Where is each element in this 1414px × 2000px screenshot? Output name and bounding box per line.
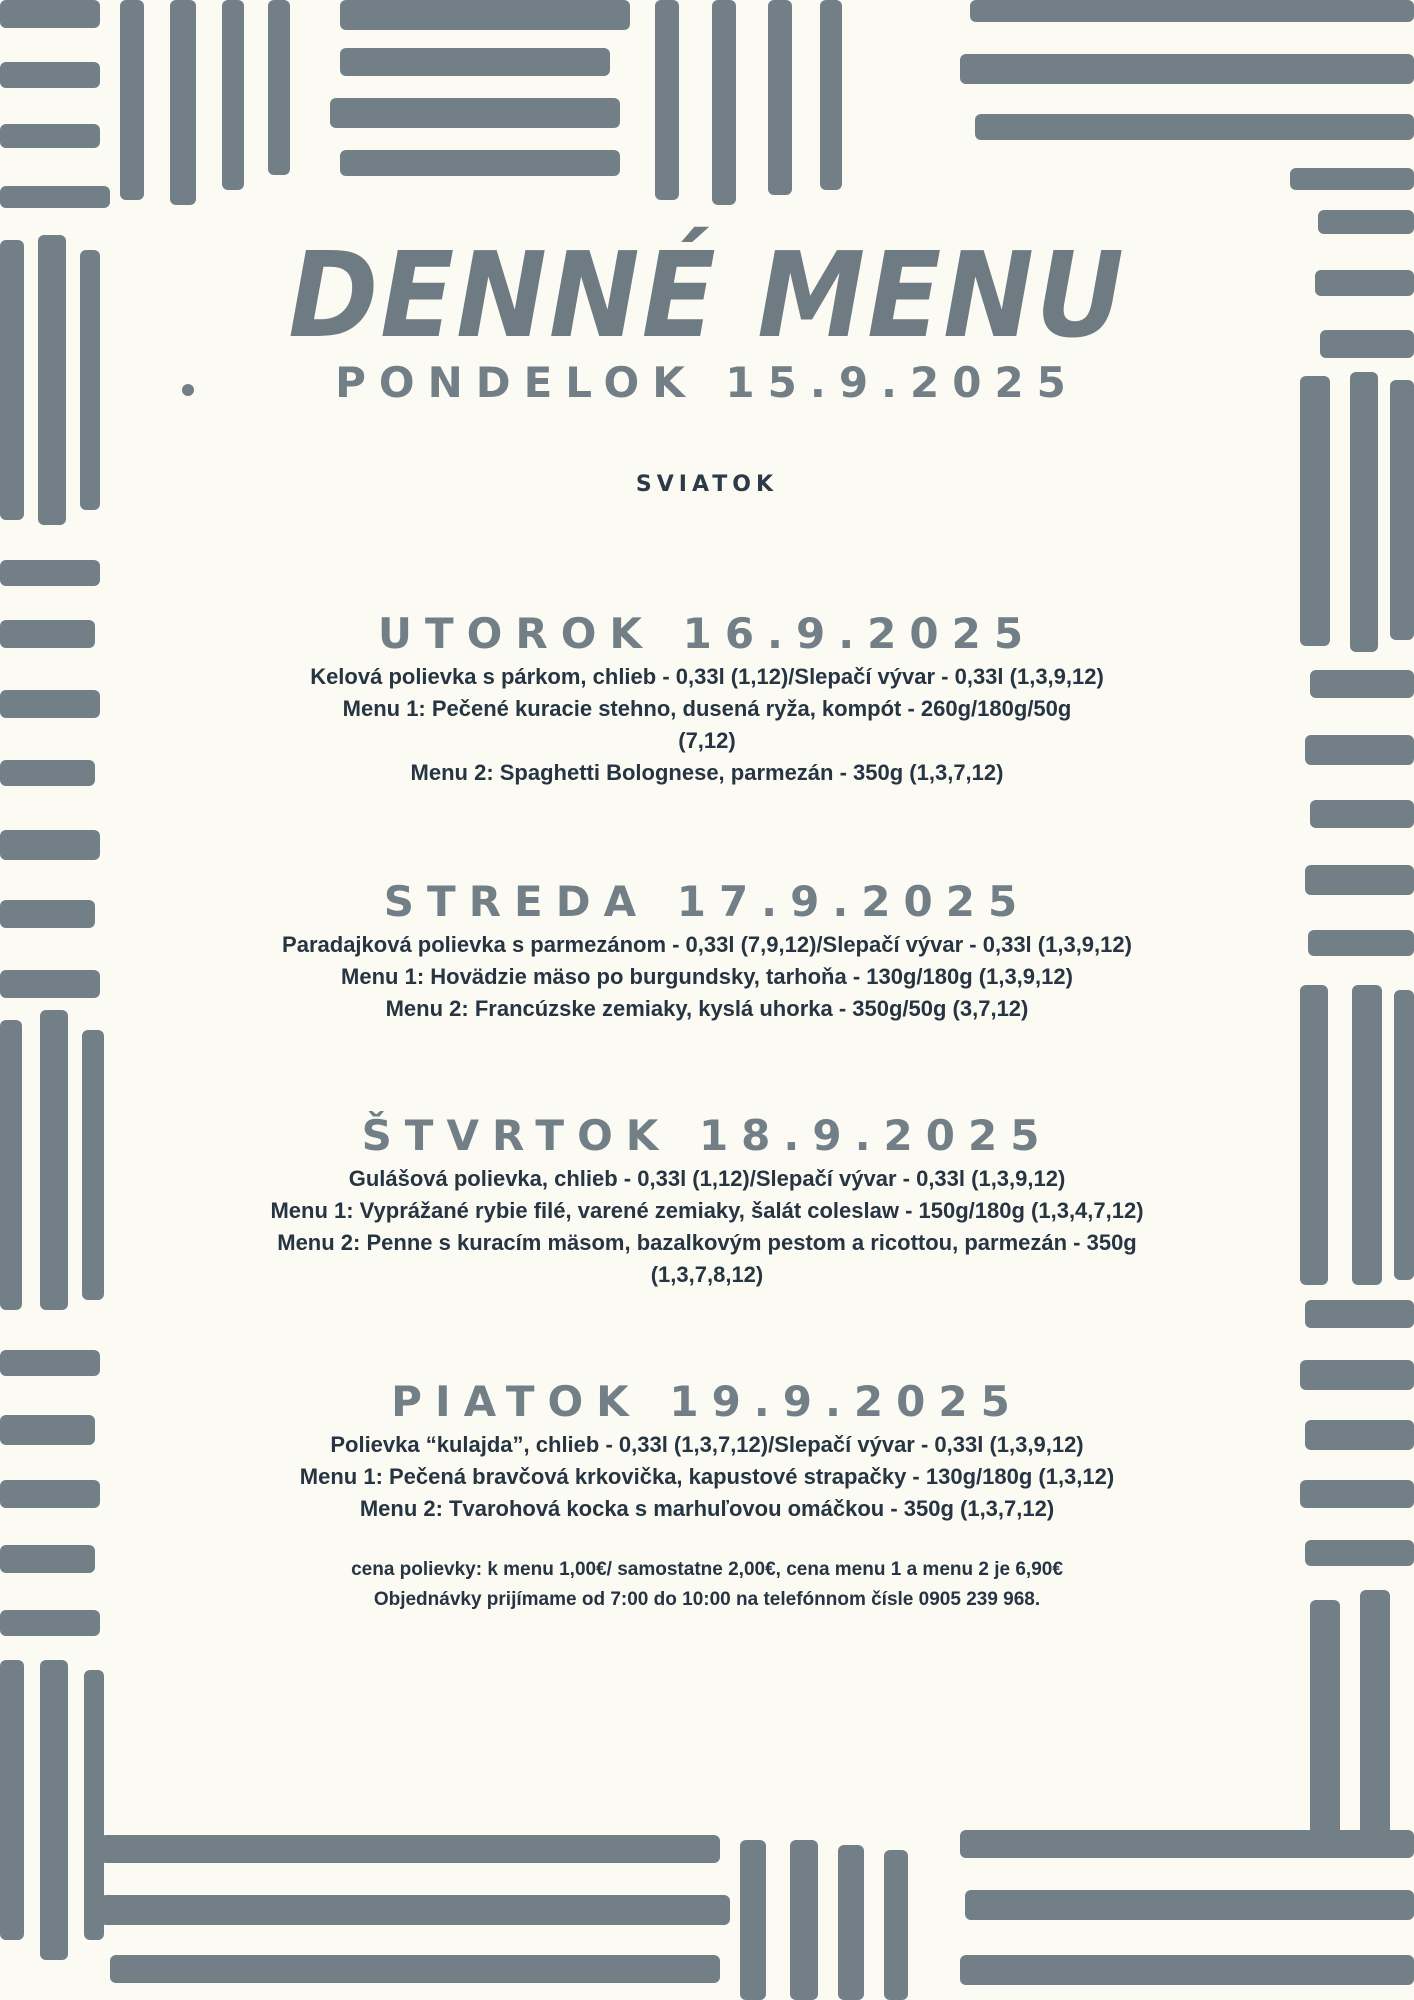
holiday-note: SVIATOK: [635, 472, 779, 497]
day-block-tuesday: [110, 607, 1304, 789]
menu-line: Menu 1: Pečené kuracie stehno, dusená ryža, kompót - 260g/180g/50g: [342, 696, 1072, 721]
menu-line: Gulášová polievka, chlieb - 0,33l (1,12)/Slepačí vývar - 0,33l (1,3,9,12): [348, 1166, 1066, 1191]
day-heading-wednesday: STREDA 17.9.2025: [383, 877, 1031, 926]
menu-line: Kelová polievka s párkom, chlieb - 0,33l (1,12)/Slepačí vývar - 0,33l (1,3,9,12): [310, 664, 1104, 689]
menu-line: Menu 2: Penne s kuracím mäsom, bazalkovým pestom a ricottou, parmezán - 350g: [277, 1230, 1137, 1255]
day-block-friday: [110, 1375, 1304, 1525]
menu-content: [110, 200, 1304, 1615]
menu-line: (7,12): [678, 728, 736, 753]
day-heading-monday: PONDELOK 15.9.2025: [335, 358, 1079, 407]
menu-line: Menu 1: Vyprážané rybie filé, varené zemiaky, šalát coleslaw - 150g/180g (1,3,4,7,12): [270, 1198, 1144, 1223]
menu-line: Polievka “kulajda”, chlieb - 0,33l (1,3,7,12)/Slepačí vývar - 0,33l (1,3,9,12): [330, 1432, 1084, 1457]
menu-line: Menu 1: Pečená bravčová krkovička, kapustové strapačky - 130g/180g (1,3,12): [299, 1464, 1115, 1489]
menu-line: Menu 1: Hovädzie mäso po burgundsky, tarhoňa - 130g/180g (1,3,9,12): [341, 964, 1073, 989]
order-info: Objednávky prijímame od 7:00 do 10:00 na telefónnom čísle 0905 239 968.: [373, 1589, 1041, 1610]
menu-line: Menu 2: Francúzske zemiaky, kyslá uhorka - 350g/50g (3,7,12): [385, 996, 1029, 1021]
menu-line: Menu 2: Spaghetti Bolognese, parmezán - 350g (1,3,7,12): [410, 760, 1004, 785]
menu-line: (1,3,7,8,12): [650, 1262, 764, 1287]
footer-info: [110, 1555, 1304, 1615]
day-block-thursday: [110, 1109, 1304, 1291]
day-heading-thursday: ŠTVRTOK 18.9.2025: [361, 1111, 1053, 1160]
page-title: DENNÉ MENU: [288, 226, 1126, 364]
menu-line: Paradajková polievka s parmezánom - 0,33l (7,9,12)/Slepačí vývar - 0,33l (1,3,9,12): [282, 932, 1132, 957]
day-heading-friday: PIATOK 19.9.2025: [391, 1377, 1023, 1426]
day-block-wednesday: [110, 875, 1304, 1025]
menu-line: Menu 2: Tvarohová kocka s marhuľovou omáčkou - 350g (1,3,7,12): [359, 1496, 1055, 1521]
day-heading-tuesday: UTOROK 16.9.2025: [377, 609, 1037, 658]
price-info: cena polievky: k menu 1,00€/ samostatne 2,00€, cena menu 1 a menu 2 je 6,90€: [351, 1559, 1063, 1580]
